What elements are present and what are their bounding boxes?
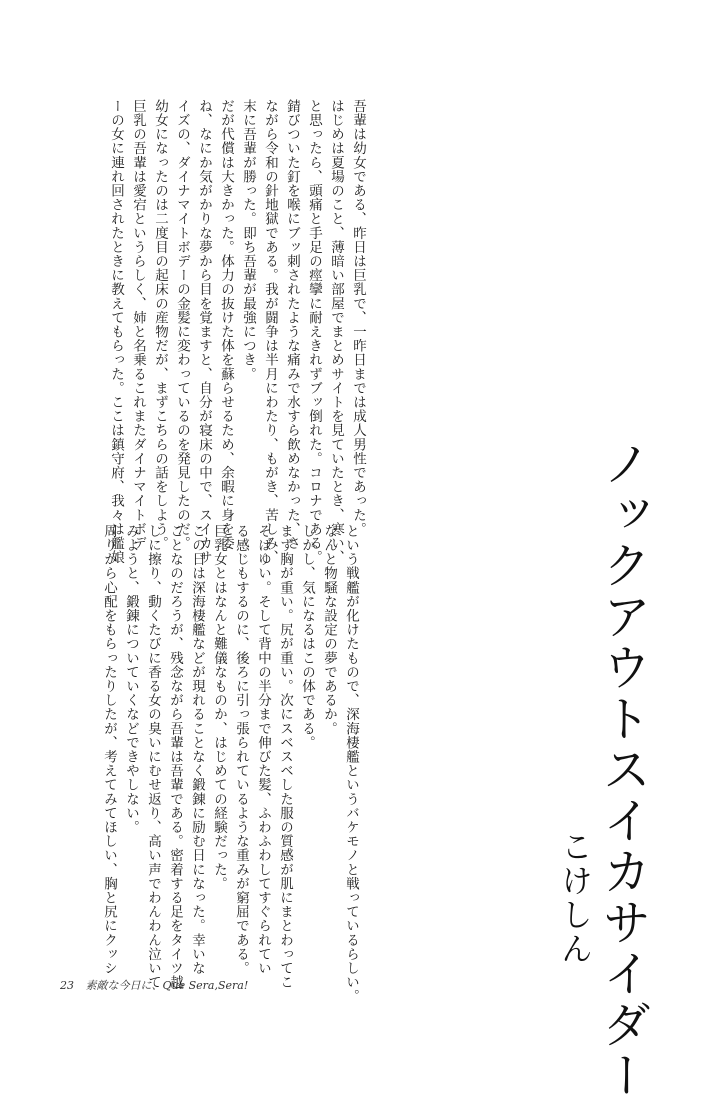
text-line: 周りから心配をもらったりしたが、考えてみてほしい、胸と尻にクッシ xyxy=(101,524,117,976)
text-line: ーの女に連れ回されたときに教えてもらった。ここは鎮守府、我々は艦娘 xyxy=(108,99,124,565)
text-line: はじめは夏場のこと、薄暗い部屋でまとめサイトを見ていたとき、寒い、 xyxy=(328,99,344,565)
text-line: 吾輩は幼女である、昨日は巨乳で、一昨日までは成人男性であった。 xyxy=(350,99,366,537)
book-title: 素敵な今日に、Que Sera,Sera! xyxy=(85,979,249,992)
text-line: 末に吾輩が勝った。即ち吾輩が最強につき。 xyxy=(240,99,256,381)
text-line: そばゆい。そして背中の半分まで伸びた髪、ふわふわしてすぐられてい xyxy=(255,524,271,976)
text-line: みようと、鍛錬についていくなどできやしない。 xyxy=(123,524,139,835)
text-line: 幼女になったのは二度目の起床の産物だが、まずこちらの話をしよう。 xyxy=(152,99,168,551)
text-line: 巨乳の吾輩は愛宕というらしく、姉と名乗るこれまたダイナマイトボデ xyxy=(130,99,146,551)
text-line: る感じもするのに、後ろに引っ張られているような重みが窮屈である。 xyxy=(233,524,249,976)
text-line: と思ったら、頭痛と手足の痙攣に耐えきれずブッ倒れた。コロナである。 xyxy=(306,99,322,565)
text-line: という戦艦が化けたもので、深海棲艦というバケモノと戦っているらしい。 xyxy=(343,524,359,1004)
page-number: 23 xyxy=(60,979,74,992)
text-line: 巨乳女とはなんと難儀なものか、はじめての経験だった。 xyxy=(211,524,227,891)
page-footer xyxy=(60,977,248,993)
text-line: この日は深海棲艦などが現れることなく鍛錬に励む日になった。幸いな xyxy=(189,524,205,976)
text-line: しかし、気になるはこの体である。 xyxy=(299,524,315,750)
text-line: ことなのだろうが、残念ながら吾輩は吾輩である。密着する足をタイツ越 xyxy=(167,524,183,990)
text-line: ね、なにか気がかりな夢から目を覚ますと、自分が寝床の中で、スイカサ xyxy=(196,99,212,565)
author-name: こけしん xyxy=(556,830,594,966)
text-line: しに擦り、動くたびに香る女の臭いにむせ返り、高い声でわんわん泣いて xyxy=(145,524,161,990)
upper-text-block xyxy=(105,99,369,565)
text-line: ながら令和の針地獄である。我が闘争は半月にわたり、もがき、苦しみ、 xyxy=(262,99,278,565)
text-line: まず胸が重い。尻が重い。次にスベスベした服の質感が肌にまとわってこ xyxy=(277,524,293,990)
story-title: ノックアウトスイカサイダー xyxy=(595,438,652,1101)
text-line: だが代償は大きかった。体力の抜けた体を蘇らせるため、余暇に身を委 xyxy=(218,99,234,551)
text-line: イズの、ダイナマイトボデーの金髪に変わっているのを発見したのだ。 xyxy=(174,99,190,551)
text-line: なんと物騒な設定の夢であるか。 xyxy=(321,524,337,736)
text-line: 錆びついた釘を喉にブッ刺されたような痛みで水すら飲めなかった、さ xyxy=(284,99,300,551)
